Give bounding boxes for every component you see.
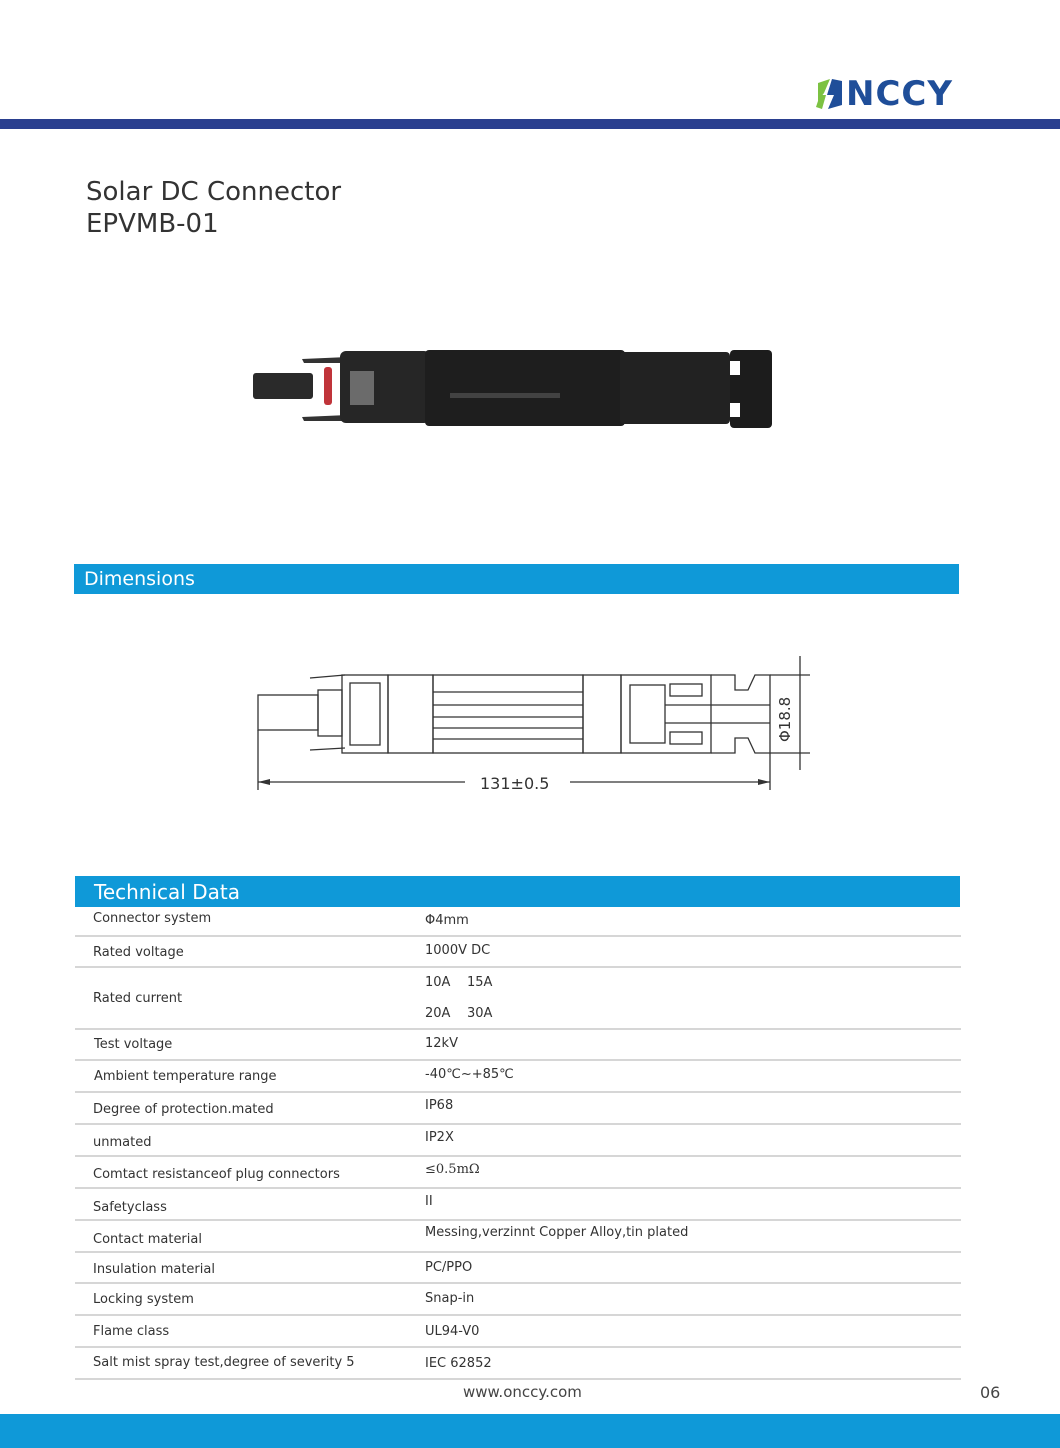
spec-value: Messing,verzinnt Copper Alloy,tin plated <box>425 1225 689 1240</box>
table-row <box>75 1316 961 1348</box>
spec-value: IEC 62852 <box>425 1356 492 1371</box>
spec-key: Salt mist spray test,degree of severity 5 <box>93 1355 355 1370</box>
spec-key: Safetyclass <box>93 1200 167 1215</box>
title-model: EPVMB-01 <box>86 209 219 239</box>
table-row <box>75 968 961 1030</box>
spec-value: 10A 15A <box>425 975 493 990</box>
spec-value: -40℃~+85℃ <box>425 1067 514 1082</box>
diameter-dimension-label: Φ18.8 <box>776 696 794 742</box>
spec-key: Rated current <box>93 991 183 1006</box>
spec-value: ≤0.5mΩ <box>425 1162 480 1177</box>
table-row <box>75 1253 961 1284</box>
spec-value: II <box>425 1194 433 1209</box>
page-title <box>86 176 341 240</box>
spec-key: Rated voltage <box>93 945 184 960</box>
lightning-bolt-logo-icon <box>814 75 844 113</box>
spec-key: Contact material <box>93 1232 202 1247</box>
spec-value: IP68 <box>425 1098 454 1113</box>
spec-key: Test voltage <box>94 1037 173 1052</box>
spec-key: Connector system <box>93 911 212 926</box>
dimensions-heading-bar <box>74 564 959 594</box>
brand-name: NCCY <box>846 74 953 114</box>
table-row <box>75 1030 961 1061</box>
footer-bar <box>0 1414 1060 1448</box>
spec-value: UL94-V0 <box>425 1324 480 1339</box>
spec-value: Φ4mm <box>425 913 469 928</box>
product-photo-connector <box>250 345 780 435</box>
table-row <box>75 1284 961 1316</box>
table-row <box>75 1189 961 1221</box>
spec-key: Locking system <box>93 1292 194 1307</box>
spec-key: Insulation material <box>93 1262 215 1277</box>
spec-key: Degree of protection.mated <box>93 1102 274 1117</box>
spec-key: Comtact resistanceof plug connectors <box>93 1167 340 1182</box>
table-row <box>75 1157 961 1189</box>
table-row <box>75 1125 961 1157</box>
dimension-drawing <box>250 650 840 810</box>
page-number: 06 <box>980 1383 1001 1402</box>
title-product-name: Solar DC Connector <box>86 177 342 207</box>
spec-value: PC/PPO <box>425 1260 473 1275</box>
table-row <box>75 907 961 937</box>
spec-value: 1000V DC <box>425 943 491 958</box>
spec-value-secondary: 20A 30A <box>425 1006 493 1021</box>
table-row <box>75 1221 961 1253</box>
header-bar <box>0 119 1060 129</box>
technical-data-heading: Technical Data <box>94 880 240 904</box>
length-dimension-label: 131±0.5 <box>480 774 550 793</box>
brand-logo <box>814 74 953 114</box>
spec-value: 12kV <box>425 1036 458 1051</box>
table-row <box>75 937 961 968</box>
technical-data-heading-bar <box>75 876 960 907</box>
dimensions-heading: Dimensions <box>84 568 195 590</box>
spec-key: Ambient temperature range <box>94 1069 277 1084</box>
table-row <box>75 1093 961 1125</box>
website-link[interactable]: www.onccy.com <box>463 1383 582 1401</box>
technical-data-table <box>75 907 961 1380</box>
spec-key: Flame class <box>93 1324 170 1339</box>
spec-key: unmated <box>93 1135 152 1150</box>
table-row <box>75 1061 961 1093</box>
table-row <box>75 1348 961 1380</box>
spec-value: Snap-in <box>425 1291 475 1306</box>
spec-value: IP2X <box>425 1130 454 1145</box>
